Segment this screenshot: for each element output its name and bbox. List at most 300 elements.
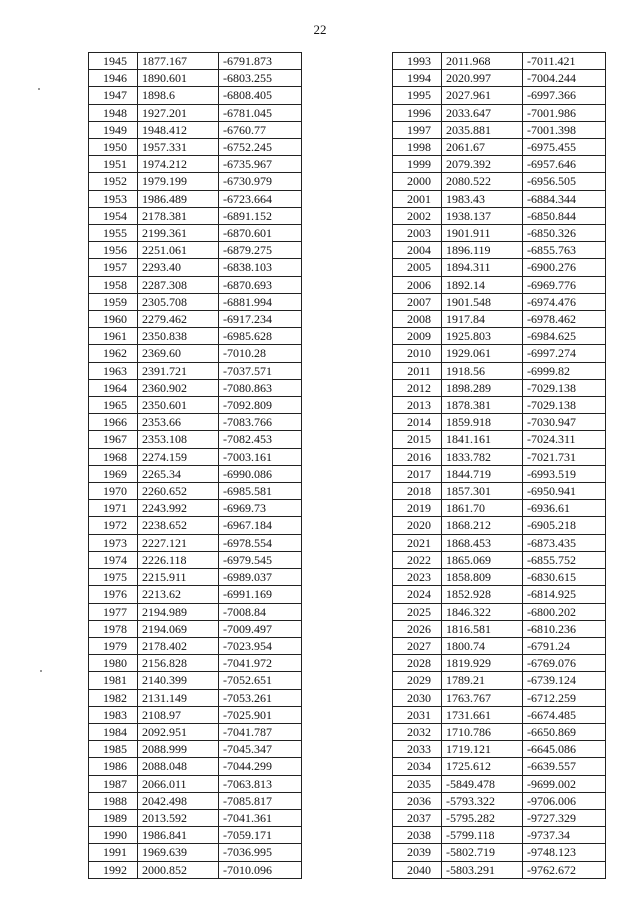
table-row [89,139,302,156]
y-value-cell: -7041.361 [219,809,302,826]
year-cell: 2028 [393,655,442,672]
table-row [89,792,302,809]
year-cell: 1983 [89,706,138,723]
x-value-cell: 2391.721 [138,362,219,379]
table-row [89,483,302,500]
table-row [393,620,606,637]
table-row [89,517,302,534]
year-cell: 2036 [393,792,442,809]
x-value-cell: 1844.719 [442,465,523,482]
y-value-cell: -7004.244 [523,70,606,87]
x-value-cell: -5795.282 [442,809,523,826]
y-value-cell: -6781.045 [219,104,302,121]
x-value-cell: 2178.402 [138,637,219,654]
table-row [89,156,302,173]
table-row [393,276,606,293]
year-cell: 2005 [393,259,442,276]
y-value-cell: -6838.103 [219,259,302,276]
y-value-cell: -6936.61 [523,500,606,517]
year-cell: 2011 [393,362,442,379]
table-row [89,655,302,672]
y-value-cell: -6870.693 [219,276,302,293]
x-value-cell: 2226.118 [138,551,219,568]
left-data-table [88,52,302,879]
x-value-cell: 2020.997 [442,70,523,87]
x-value-cell: 1846.322 [442,603,523,620]
x-value-cell: 2013.592 [138,809,219,826]
y-value-cell: -6884.344 [523,190,606,207]
x-value-cell: 2260.652 [138,483,219,500]
table-row [393,156,606,173]
y-value-cell: -6730.979 [219,173,302,190]
x-value-cell: 1896.119 [442,242,523,259]
year-cell: 2026 [393,620,442,637]
y-value-cell: -7001.986 [523,104,606,121]
y-value-cell: -6791.24 [523,637,606,654]
year-cell: 2016 [393,448,442,465]
year-cell: 1991 [89,844,138,861]
x-value-cell: 2350.838 [138,328,219,345]
y-value-cell: -7092.809 [219,397,302,414]
table-row [89,637,302,654]
y-value-cell: -6956.505 [523,173,606,190]
table-row [393,431,606,448]
year-cell: 2018 [393,483,442,500]
year-cell: 1992 [89,861,138,878]
y-value-cell: -7024.311 [523,431,606,448]
y-value-cell: -6900.276 [523,259,606,276]
x-value-cell: 1983.43 [442,190,523,207]
y-value-cell: -6803.255 [219,70,302,87]
table-row [89,534,302,551]
y-value-cell: -9706.006 [523,792,606,809]
x-value-cell: 1710.786 [442,723,523,740]
table-row [89,844,302,861]
x-value-cell: -5849.478 [442,775,523,792]
y-value-cell: -6985.581 [219,483,302,500]
table-row [89,190,302,207]
y-value-cell: -7025.901 [219,706,302,723]
table-row [393,775,606,792]
x-value-cell: 1901.548 [442,293,523,310]
table-row [393,362,606,379]
x-value-cell: -5799.118 [442,827,523,844]
year-cell: 1971 [89,500,138,517]
year-cell: 1995 [393,87,442,104]
y-value-cell: -6791.873 [219,53,302,70]
table-row [89,448,302,465]
page-number: 22 [313,22,327,37]
year-cell: 2040 [393,861,442,878]
x-value-cell: 2000.852 [138,861,219,878]
x-value-cell: 1948.412 [138,121,219,138]
x-value-cell: -5793.322 [442,792,523,809]
x-value-cell: 2215.911 [138,569,219,586]
year-cell: 2000 [393,173,442,190]
year-cell: 1948 [89,104,138,121]
y-value-cell: -6990.086 [219,465,302,482]
x-value-cell: 1865.069 [442,551,523,568]
y-value-cell: -7063.813 [219,775,302,792]
table-row [89,397,302,414]
year-cell: 1986 [89,758,138,775]
year-cell: 2009 [393,328,442,345]
table-row [89,689,302,706]
x-value-cell: 2088.048 [138,758,219,775]
y-value-cell: -9727.329 [523,809,606,826]
year-cell: 1951 [89,156,138,173]
y-value-cell: -6650.869 [523,723,606,740]
y-value-cell: -7029.138 [523,397,606,414]
x-value-cell: 1890.601 [138,70,219,87]
year-cell: 1965 [89,397,138,414]
year-cell: 1949 [89,121,138,138]
table-row [393,225,606,242]
year-cell: 1967 [89,431,138,448]
year-cell: 2029 [393,672,442,689]
year-cell: 1957 [89,259,138,276]
y-value-cell: -6850.326 [523,225,606,242]
x-value-cell: 2199.361 [138,225,219,242]
x-value-cell: 2092.951 [138,723,219,740]
table-row [393,689,606,706]
y-value-cell: -7010.096 [219,861,302,878]
table-row [393,414,606,431]
x-value-cell: 1878.381 [442,397,523,414]
year-cell: 1985 [89,741,138,758]
x-value-cell: 2194.069 [138,620,219,637]
y-value-cell: -7053.261 [219,689,302,706]
table-row [89,500,302,517]
y-value-cell: -6850.844 [523,207,606,224]
year-cell: 2003 [393,225,442,242]
x-value-cell: -5802.719 [442,844,523,861]
table-row [393,379,606,396]
year-cell: 1970 [89,483,138,500]
y-value-cell: -6810.236 [523,620,606,637]
y-value-cell: -6950.941 [523,483,606,500]
x-value-cell: 2353.66 [138,414,219,431]
table-row [393,706,606,723]
x-value-cell: 1819.929 [442,655,523,672]
y-value-cell: -6974.476 [523,293,606,310]
x-value-cell: 2042.498 [138,792,219,809]
y-value-cell: -6814.925 [523,586,606,603]
y-value-cell: -7023.954 [219,637,302,654]
x-value-cell: 2274.159 [138,448,219,465]
x-value-cell: 2178.381 [138,207,219,224]
x-value-cell: 2140.399 [138,672,219,689]
x-value-cell: 1789.21 [442,672,523,689]
x-value-cell: 1918.56 [442,362,523,379]
table-row [393,569,606,586]
y-value-cell: -6639.557 [523,758,606,775]
year-cell: 2012 [393,379,442,396]
x-value-cell: 1877.167 [138,53,219,70]
x-value-cell: 1725.612 [442,758,523,775]
y-value-cell: -6985.628 [219,328,302,345]
y-value-cell: -7080.863 [219,379,302,396]
year-cell: 2034 [393,758,442,775]
table-row [393,551,606,568]
table-row [393,741,606,758]
year-cell: 2038 [393,827,442,844]
year-cell: 2032 [393,723,442,740]
table-row [393,465,606,482]
scan-speck [40,670,42,672]
y-value-cell: -9762.672 [523,861,606,878]
table-row [89,569,302,586]
table-row [393,139,606,156]
y-value-cell: -7045.347 [219,741,302,758]
year-cell: 1946 [89,70,138,87]
x-value-cell: 2238.652 [138,517,219,534]
year-cell: 1956 [89,242,138,259]
table-row [89,431,302,448]
y-value-cell: -6830.615 [523,569,606,586]
year-cell: 2020 [393,517,442,534]
y-value-cell: -6993.519 [523,465,606,482]
table-row [89,242,302,259]
table-row [89,741,302,758]
x-value-cell: 2066.011 [138,775,219,792]
table-row [393,328,606,345]
year-cell: 1964 [89,379,138,396]
table-row [89,723,302,740]
y-value-cell: -9699.002 [523,775,606,792]
y-value-cell: -9737.34 [523,827,606,844]
table-row [393,603,606,620]
x-value-cell: 1925.803 [442,328,523,345]
year-cell: 1953 [89,190,138,207]
y-value-cell: -6997.274 [523,345,606,362]
table-row [89,775,302,792]
year-cell: 1978 [89,620,138,637]
year-cell: 1958 [89,276,138,293]
x-value-cell: 1731.661 [442,706,523,723]
y-value-cell: -6975.455 [523,139,606,156]
y-value-cell: -6978.554 [219,534,302,551]
x-value-cell: 1816.581 [442,620,523,637]
y-value-cell: -6873.435 [523,534,606,551]
x-value-cell: 1974.212 [138,156,219,173]
x-value-cell: 1868.453 [442,534,523,551]
x-value-cell: 1898.289 [442,379,523,396]
table-row [89,603,302,620]
x-value-cell: 1859.918 [442,414,523,431]
x-value-cell: 2131.149 [138,689,219,706]
x-value-cell: 2287.308 [138,276,219,293]
table-row [89,362,302,379]
year-cell: 1984 [89,723,138,740]
y-value-cell: -6855.752 [523,551,606,568]
year-cell: 2008 [393,311,442,328]
y-value-cell: -7021.731 [523,448,606,465]
y-value-cell: -6997.366 [523,87,606,104]
table-row [393,861,606,878]
y-value-cell: -6978.462 [523,311,606,328]
y-value-cell: -6855.763 [523,242,606,259]
y-value-cell: -6808.405 [219,87,302,104]
table-row [89,259,302,276]
year-cell: 1979 [89,637,138,654]
x-value-cell: 2353.108 [138,431,219,448]
x-value-cell: 1957.331 [138,139,219,156]
year-cell: 1982 [89,689,138,706]
table-row [393,534,606,551]
y-value-cell: -6905.218 [523,517,606,534]
year-cell: 1959 [89,293,138,310]
table-row [89,551,302,568]
x-value-cell: 2279.462 [138,311,219,328]
year-cell: 1955 [89,225,138,242]
year-cell: 1954 [89,207,138,224]
year-cell: 2019 [393,500,442,517]
table-row [393,104,606,121]
x-value-cell: 2080.522 [442,173,523,190]
x-value-cell: 2079.392 [442,156,523,173]
table-row [393,190,606,207]
y-value-cell: -6879.275 [219,242,302,259]
x-value-cell: 1986.489 [138,190,219,207]
x-value-cell: 2035.881 [442,121,523,138]
table-row [89,70,302,87]
x-value-cell: 1894.311 [442,259,523,276]
year-cell: 2031 [393,706,442,723]
year-cell: 1972 [89,517,138,534]
x-value-cell: 2156.828 [138,655,219,672]
year-cell: 1997 [393,121,442,138]
y-value-cell: -6991.169 [219,586,302,603]
y-value-cell: -6969.776 [523,276,606,293]
year-cell: 1999 [393,156,442,173]
table-row [393,311,606,328]
y-value-cell: -6752.245 [219,139,302,156]
table-row [393,53,606,70]
year-cell: 2025 [393,603,442,620]
y-value-cell: -6979.545 [219,551,302,568]
y-value-cell: -7009.497 [219,620,302,637]
year-cell: 1990 [89,827,138,844]
table-row [89,225,302,242]
x-value-cell: 1969.639 [138,844,219,861]
year-cell: 1975 [89,569,138,586]
x-value-cell: 2251.061 [138,242,219,259]
y-value-cell: -6712.259 [523,689,606,706]
table-row [393,723,606,740]
table-row [89,345,302,362]
year-cell: 2030 [393,689,442,706]
scan-speck [38,88,40,90]
table-row [393,844,606,861]
year-cell: 2015 [393,431,442,448]
table-row [393,448,606,465]
table-row [89,414,302,431]
x-value-cell: 1986.841 [138,827,219,844]
year-cell: 1977 [89,603,138,620]
year-cell: 2039 [393,844,442,861]
y-value-cell: -7059.171 [219,827,302,844]
year-cell: 2002 [393,207,442,224]
x-value-cell: 2350.601 [138,397,219,414]
y-value-cell: -7011.421 [523,53,606,70]
x-value-cell: 2108.97 [138,706,219,723]
x-value-cell: 1979.199 [138,173,219,190]
table-row [89,465,302,482]
table-row [89,104,302,121]
x-value-cell: 1901.911 [442,225,523,242]
table-row [89,861,302,878]
year-cell: 1974 [89,551,138,568]
y-value-cell: -6645.086 [523,741,606,758]
table-row [393,242,606,259]
year-cell: 1969 [89,465,138,482]
y-value-cell: -7036.995 [219,844,302,861]
y-value-cell: -6735.967 [219,156,302,173]
y-value-cell: -6723.664 [219,190,302,207]
year-cell: 1961 [89,328,138,345]
x-value-cell: 2027.961 [442,87,523,104]
year-cell: 1950 [89,139,138,156]
year-cell: 2037 [393,809,442,826]
x-value-cell: 1892.14 [442,276,523,293]
year-cell: 2006 [393,276,442,293]
x-value-cell: 1917.84 [442,311,523,328]
year-cell: 2022 [393,551,442,568]
table-row [89,173,302,190]
y-value-cell: -7001.398 [523,121,606,138]
right-data-table [392,52,606,879]
year-cell: 1947 [89,87,138,104]
y-value-cell: -7052.651 [219,672,302,689]
year-cell: 1945 [89,53,138,70]
y-value-cell: -6881.994 [219,293,302,310]
y-value-cell: -7083.766 [219,414,302,431]
x-value-cell: 2243.992 [138,500,219,517]
year-cell: 1980 [89,655,138,672]
year-cell: 2004 [393,242,442,259]
x-value-cell: 2265.34 [138,465,219,482]
year-cell: 1976 [89,586,138,603]
y-value-cell: -7085.817 [219,792,302,809]
y-value-cell: -6917.234 [219,311,302,328]
x-value-cell: 2061.67 [442,139,523,156]
x-value-cell: 1927.201 [138,104,219,121]
table-row [393,259,606,276]
table-row [89,620,302,637]
table-row [393,500,606,517]
x-value-cell: 1841.161 [442,431,523,448]
y-value-cell: -6969.73 [219,500,302,517]
table-row [89,672,302,689]
x-value-cell: 2033.647 [442,104,523,121]
year-cell: 1960 [89,311,138,328]
table-row [393,293,606,310]
table-row [89,827,302,844]
year-cell: 1993 [393,53,442,70]
y-value-cell: -6769.076 [523,655,606,672]
table-row [393,345,606,362]
table-row [89,311,302,328]
x-value-cell: 2194.989 [138,603,219,620]
year-cell: 1996 [393,104,442,121]
table-row [89,276,302,293]
x-value-cell: 1719.121 [442,741,523,758]
table-row [89,586,302,603]
x-value-cell: 1929.061 [442,345,523,362]
year-cell: 1966 [89,414,138,431]
year-cell: 1981 [89,672,138,689]
